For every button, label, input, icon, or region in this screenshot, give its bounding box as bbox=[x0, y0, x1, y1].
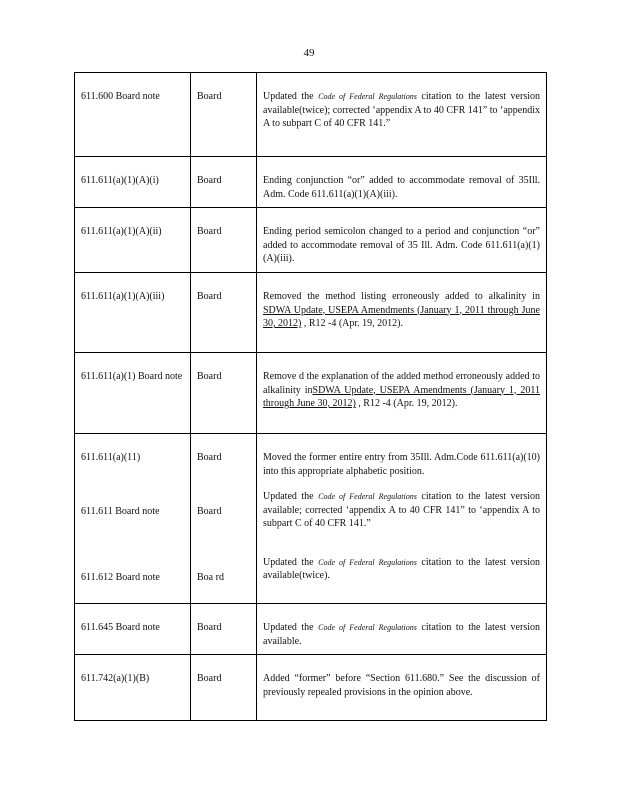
section-cell: 611.742(a)(1)(B) bbox=[75, 655, 191, 721]
page-number: 49 bbox=[303, 47, 315, 59]
table-row bbox=[75, 353, 547, 434]
section-cell: 611.611(a)(11) 611.611 Board note 611.612 Board note bbox=[75, 434, 191, 604]
source-cell: Board bbox=[191, 208, 257, 273]
cfr-title: Code of Federal Regulations bbox=[318, 557, 417, 567]
source-cell: Board bbox=[191, 353, 257, 434]
source-cell: Board bbox=[191, 73, 257, 157]
action-cell: Updated the Code of Federal Regulations citation to the latest version available(twice); corrected ‘appendix A to 40 CFR 141” to ‘appendix A to subpart C of 40 CFR 141.” bbox=[257, 73, 547, 157]
action-cell: Moved the former entire entry from 35Ill. Adm.Code 611.611(a)(10) into this appropriate alphabetic position. Updated the Code of Federal Regulations citation to the latest version available; corrected ‘appendix A to 40 CFR 141” to ‘appendix A to subpart C of 40 CFR 141.” Updated the Code of Federal Regulations citation to the latest version available(twice). bbox=[257, 434, 547, 604]
source-cell: Board bbox=[191, 655, 257, 721]
action-cell: Remove d the explanation of the added method erroneously added to alkalinity inSDWA Update, USEPA Amendments (January 1, 2011 through June 30, 2012) , R12 -4 (Apr. 19, 2012). bbox=[257, 353, 547, 434]
underlined-citation: SDWA Update, USEPA Amendments (January 1, 2011 through June 30, 2012) bbox=[263, 384, 540, 409]
source-cell: Board bbox=[191, 273, 257, 353]
action-cell: Ending conjunction “or” added to accommodate removal of 35Ill. Adm. Code 611.611(a)(1)(A)(iii). bbox=[257, 157, 547, 208]
section-cell: 611.611(a)(1) Board note bbox=[75, 353, 191, 434]
action-cell: Removed the method listing erroneously added to alkalinity in SDWA Update, USEPA Amendments (January 1, 2011 through June 30, 2012) , R12 -4 (Apr. 19, 2012). bbox=[257, 273, 547, 353]
table-row bbox=[75, 73, 547, 157]
section-cell: 611.600 Board note bbox=[75, 73, 191, 157]
cfr-title: Code of Federal Regulations bbox=[318, 623, 417, 632]
action-cell: Added “former” before “Section 611.680.” See the discussion of previously repealed provisions in the opinion above. bbox=[257, 655, 547, 721]
section-cell: 611.645 Board note bbox=[75, 604, 191, 655]
cfr-title: Code of Federal Regulations bbox=[318, 92, 417, 101]
table-row bbox=[75, 434, 547, 604]
table-row bbox=[75, 604, 547, 655]
source-cell: Board bbox=[191, 604, 257, 655]
section-cell: 611.611(a)(1)(A)(iii) bbox=[75, 273, 191, 353]
table-row bbox=[75, 655, 547, 721]
table-row bbox=[75, 208, 547, 273]
table-row bbox=[75, 273, 547, 353]
action-cell: Ending period semicolon changed to a period and conjunction “or” added to accommodate removal of 35 Ill. Adm. Code 611.611(a)(1)(A)(iii). bbox=[257, 208, 547, 273]
section-cell: 611.611(a)(1)(A)(i) bbox=[75, 157, 191, 208]
action-cell: Updated the Code of Federal Regulations citation to the latest version available. bbox=[257, 604, 547, 655]
cfr-title: Code of Federal Regulations bbox=[318, 492, 417, 501]
section-cell: 611.611(a)(1)(A)(ii) bbox=[75, 208, 191, 273]
source-cell: Board bbox=[191, 157, 257, 208]
table-row bbox=[75, 157, 547, 208]
amendments-table bbox=[74, 72, 547, 721]
source-cell: Board Board Boa rd bbox=[191, 434, 257, 604]
underlined-citation: SDWA Update, USEPA Amendments (January 1, 2011 through June 30, 2012) bbox=[263, 304, 540, 329]
